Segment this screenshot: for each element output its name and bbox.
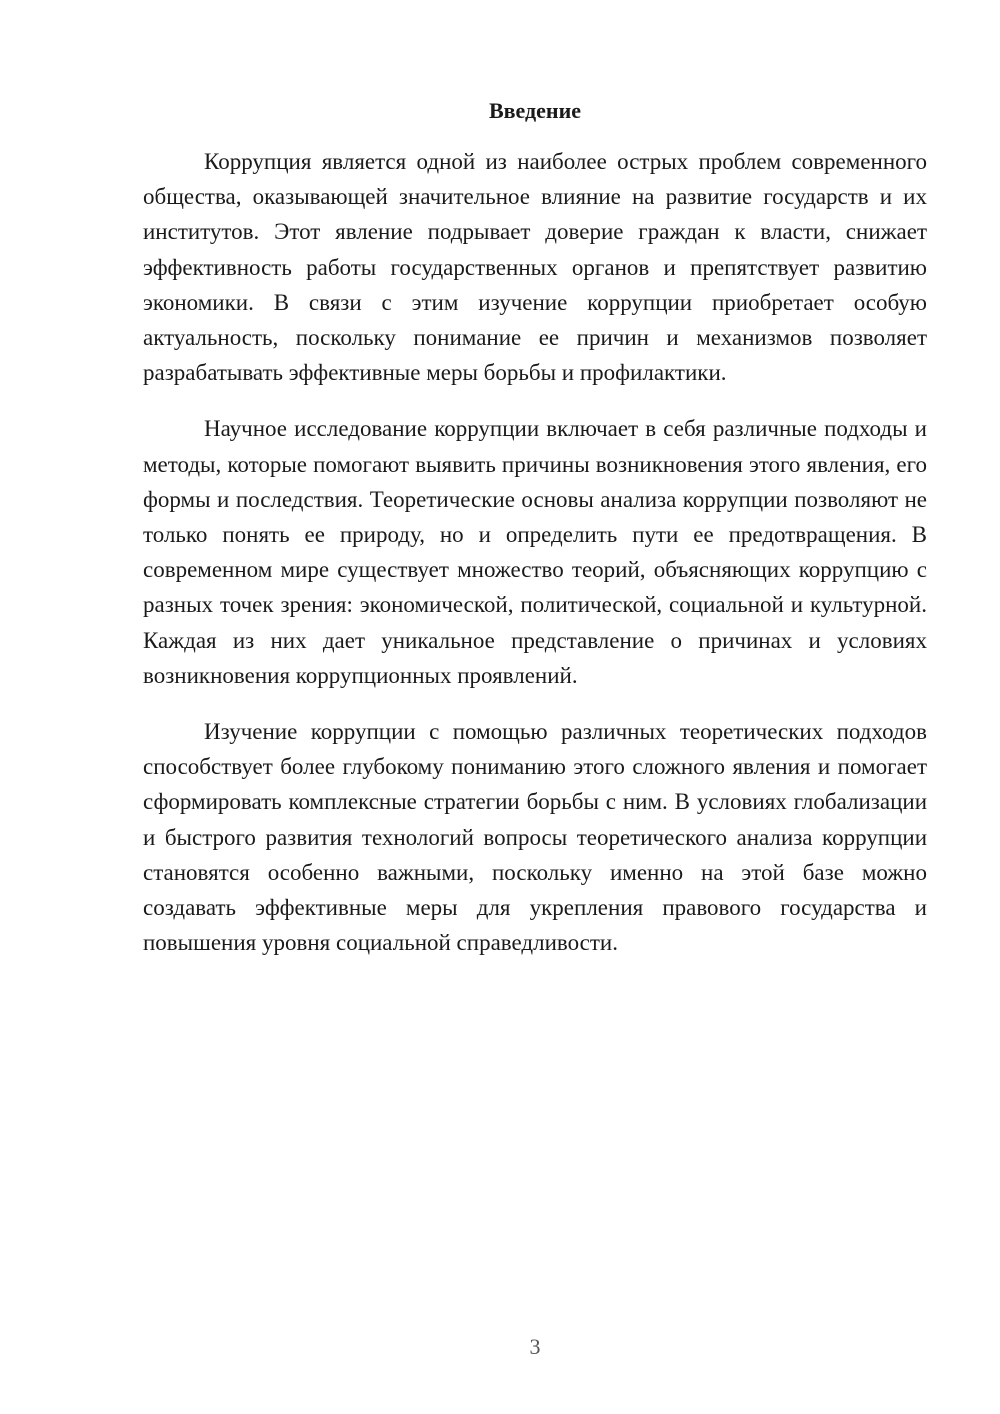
paragraph-1: Коррупция является одной из наиболее острых проблем современного общества, оказывающей значительное влияние на развитие государств и их институтов. Этот явление подрывает доверие граждан к власти, снижает эффективность работы государственных органов и препятствует развитию экономики. В связи с этим изучение коррупции приобретает особую актуальность, поскольку понимание ее причин и механизмов позволяет разрабатывать эффективные меры борьбы и профилактики. [143, 149, 927, 386]
section-title: Введение [488, 98, 582, 123]
paragraph-3: Изучение коррупции с помощью различных теоретических подходов способствует более глубокому пониманию этого сложного явления и помогает сформировать комплексные стратегии борьбы с ним. В условиях глобализации и быстрого развития технологий вопросы теоретического анализа коррупции становятся особенно важными, поскольку именно на этой базе можно создавать эффективные меры для укрепления правового государства и повышения уровня социальной справедливости. [143, 719, 927, 956]
body-text [143, 144, 927, 960]
paragraph-2: Научное исследование коррупции включает в себя различные подходы и методы, которые помогают выявить причины возникновения этого явления, его формы и последствия. Теоретические основы анализа коррупции позволяют не только понять ее природу, но и определить пути ее предотвращения. В современном мире существует множество теорий, объясняющих коррупцию с разных точек зрения: экономической, политической, социальной и культурной. Каждая из них дает уникальное представление о причинах и условиях возникновения коррупционных проявлений. [143, 416, 927, 688]
page-number: 3 [529, 1334, 541, 1359]
